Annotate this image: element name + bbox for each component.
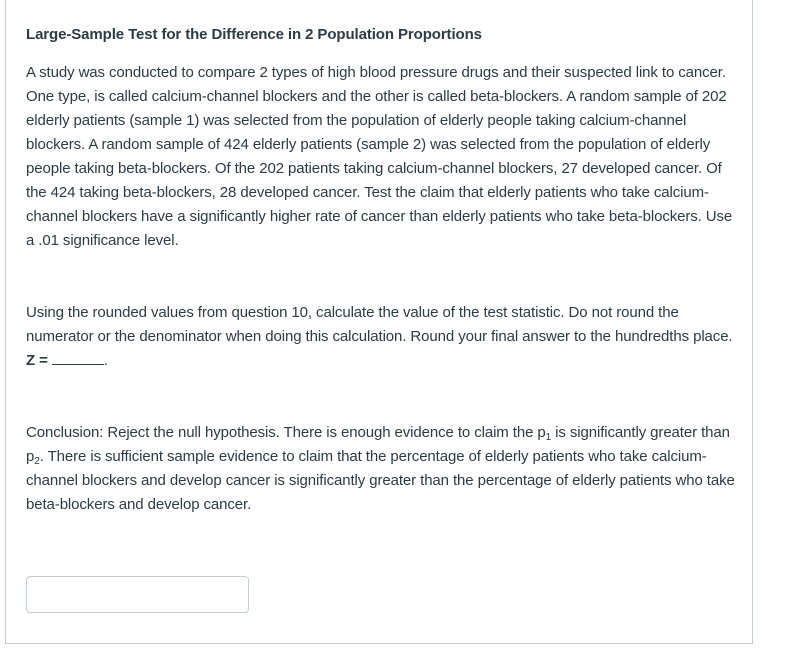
scenario-text: A study was conducted to compare 2 types of high blood pressure drugs and their suspected link to cancer. One type, is called calcium-channel blockers and the other is called beta-blockers. A random sample of 202 elderly patients (sample 1) was selected from the population of elderly people taking calcium-channel blockers. A random sample of 424 elderly patients (sample 2) was selected from the population of elderly people taking beta-blockers. Of the 202 patients taking calcium-channel blockers, 27 developed cancer. Of the 424 taking beta-blockers, 28 developed cancer. Test the claim that elderly patients who take calcium-channel blockers have a significantly higher rate of cancer than elderly patients who take beta-blockers. Use a .01 significance level. [26, 64, 733, 249]
answer-blank-line [52, 350, 104, 365]
blank-suffix: . [103, 352, 108, 369]
conclusion-part-1: Conclusion: Reject the null hypothesis. There is enough evidence to claim the p [26, 424, 546, 441]
instruction-body: Using the rounded values from question 10, calculate the value of the test statistic. Do not round the numerator or the denominator when doing this calculation. Round your final answer to the hundredths place. [26, 304, 733, 345]
answer-input[interactable] [26, 576, 249, 613]
conclusion-part-2: is significantly greater than p [26, 424, 730, 465]
question-title: Large-Sample Test for the Difference in 2 Population Proportions [26, 26, 482, 43]
subscript-1: 1 [545, 432, 552, 443]
conclusion-part-3: . There is sufficient sample evidence to claim that the percentage of elderly patients who take calcium-channel blockers and develop cancer is significantly greater than the percentage of elderly patients who take beta-blockers and develop cancer. [26, 448, 735, 513]
question-panel [5, 0, 753, 644]
instruction-text [26, 301, 738, 373]
subscript-2: 2 [34, 456, 40, 467]
z-label: Z = [26, 352, 48, 369]
conclusion-text [26, 421, 738, 517]
